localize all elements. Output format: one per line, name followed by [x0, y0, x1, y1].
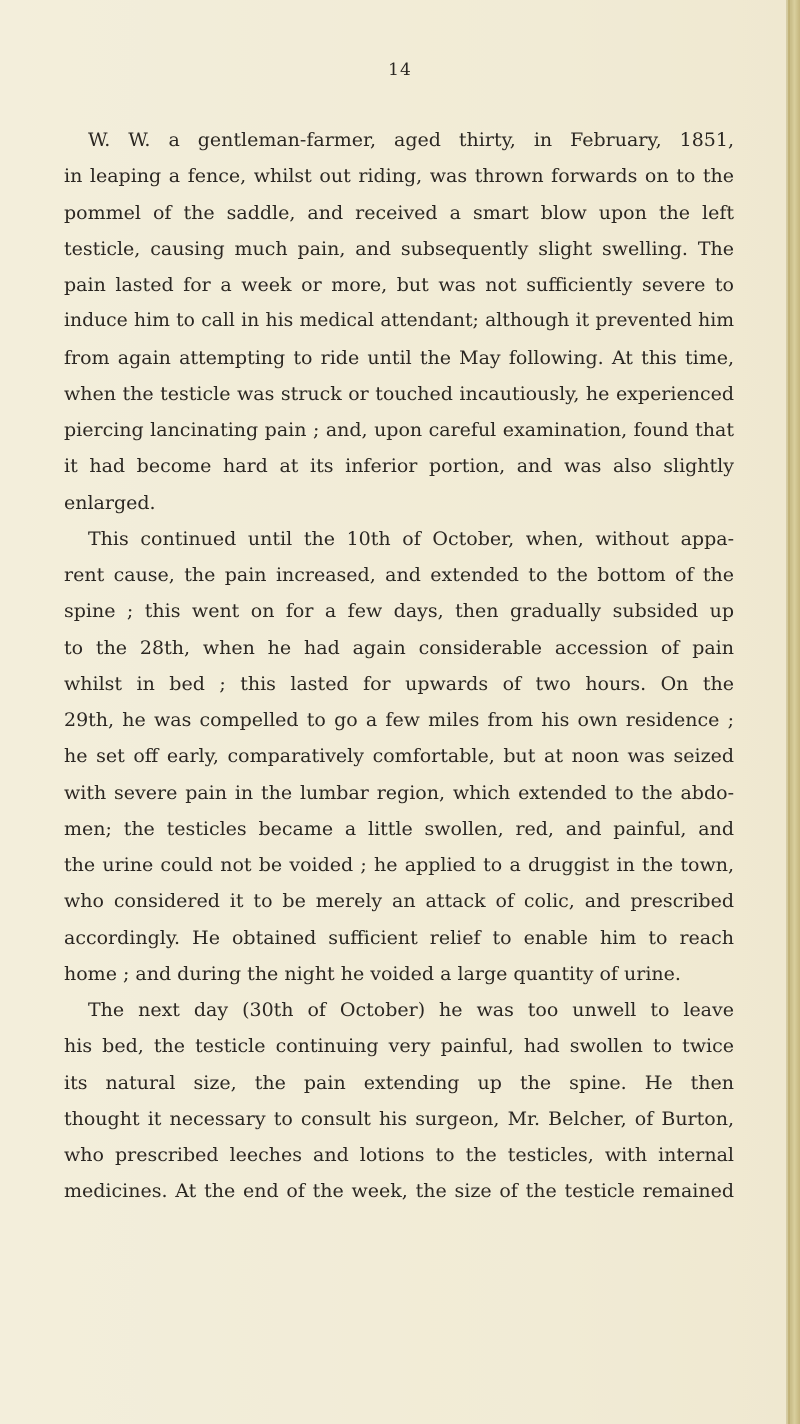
text-line: he set off early, comparatively comfortable, but at noon was seized — [64, 745, 734, 768]
text-line: its natural size, the pain extending up the spine. He then — [64, 1071, 734, 1094]
text-line: pommel of the saddle, and received a smart blow upon the left — [64, 201, 734, 224]
text-line: whilst in bed ; this lasted for upwards of two hours. On the — [64, 672, 734, 695]
text-line: spine ; this went on for a few days, then gradually subsided up — [64, 600, 734, 623]
text-line: with severe pain in the lumbar region, which extended to the abdo- — [64, 781, 734, 804]
text-line: medicines. At the end of the week, the size of the testicle remained — [64, 1180, 734, 1203]
text-line: rent cause, the pain increased, and extended to the bottom of the — [64, 564, 734, 586]
text-line: enlarged. — [64, 491, 156, 514]
text-line: thought it necessary to consult his surgeon, Mr. Belcher, of Burton, — [64, 1107, 734, 1130]
text-line: home ; and during the night he voided a large quantity of urine. — [64, 962, 681, 985]
text-line: his bed, the testicle continuing very painful, had swollen to twice — [64, 1035, 734, 1058]
text-line: to the 28th, when he had again considerable accession of pain — [64, 636, 734, 659]
text-line: accordingly. He obtained sufficient relief to enable him to reach — [64, 926, 734, 949]
text-line: This continued until the 10th of October, when, without appa- — [88, 527, 734, 550]
text-line: who prescribed leeches and lotions to the testicles, with internal — [64, 1144, 734, 1166]
text-line: who considered it to be merely an attack of colic, and prescribed — [64, 890, 734, 913]
text-line: the urine could not be voided ; he applied to a druggist in the town, — [64, 854, 734, 876]
page-number: 14 — [388, 60, 412, 80]
text-line: when the testicle was struck or touched incautiously, he experienced — [64, 382, 734, 405]
text-line: from again attempting to ride until the May following. At this time, — [64, 346, 734, 369]
page-edge-line — [788, 0, 790, 1424]
text-line: W. W. a gentleman-farmer, aged thirty, in February, 1851, — [88, 129, 734, 151]
text-line: piercing lancinating pain ; and, upon careful examination, found that — [64, 419, 734, 441]
text-line: pain lasted for a week or more, but was not sufficiently severe to — [64, 274, 734, 296]
text-line: 29th, he was compelled to go a few miles from his own residence ; — [64, 709, 734, 731]
text-line: The next day (30th of October) he was too unwell to leave — [88, 999, 734, 1021]
text-line: in leaping a fence, whilst out riding, was thrown forwards on to the — [64, 165, 734, 188]
body-text — [64, 122, 734, 1210]
text-line: induce him to call in his medical attendant; although it prevented him — [64, 310, 734, 332]
text-line: men; the testicles became a little swollen, red, and painful, and — [64, 817, 734, 840]
text-line: it had become hard at its inferior portion, and was also slightly — [64, 455, 734, 478]
text-line: testicle, causing much pain, and subsequently slight swelling. The — [64, 237, 734, 260]
